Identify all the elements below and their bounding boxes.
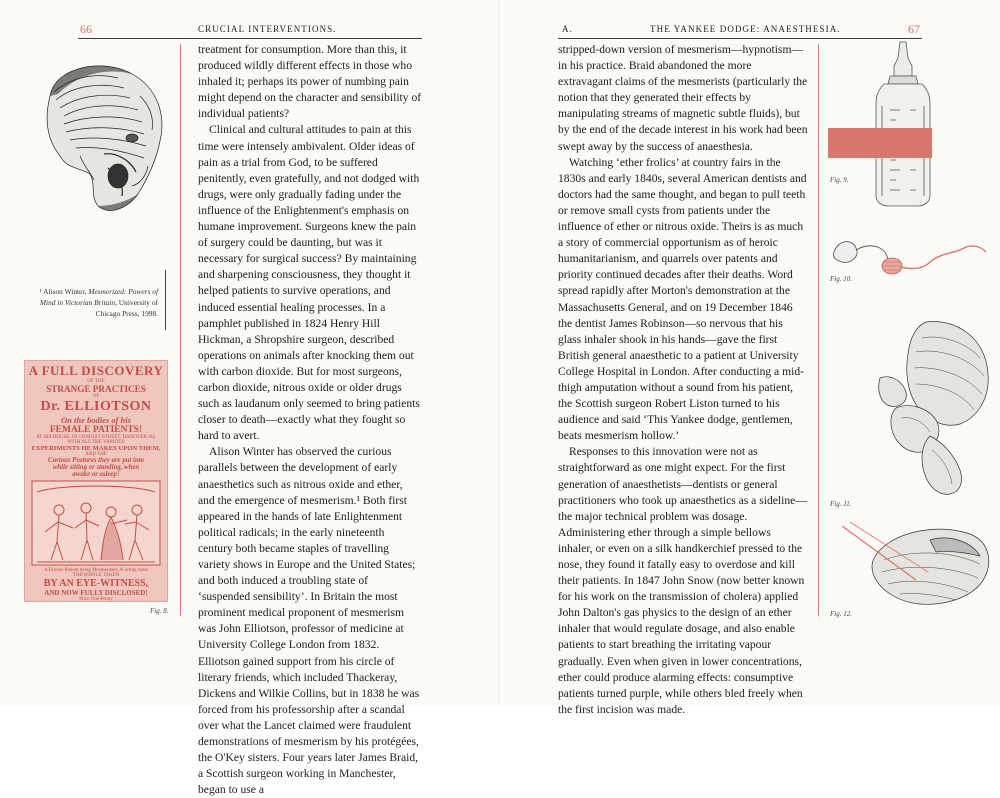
footnote-author: Alison Winter,: [43, 287, 89, 296]
poster-line: OF: [92, 394, 100, 399]
footnote: [24, 286, 158, 319]
patient-face-illustration: [840, 520, 996, 610]
paragraph: Watching ‘ether frolics’ at country fairs in the 1830s and early 1840s, several American dentists and doctors had the same thought, and began to pull teeth or remove small cysts from patients under the influence of ether or nitrous oxide. Theirs is as much a story of commercial opportunism as of heroic humanitarianism, and quarrels over patents and priority continued decades after their deaths. Word spread rapidly after Morton's demonstration at the Massachusetts General, and on 19 December 1846 the dentist James Robinson—so nervous that his glass inhaler shook in his hands—gave the first British general anaesthetic to a patient at University College Hospital in London. After conducting a mid-thigh amputation without a sound from his patient, the Scottish surgeon Robert Liston turned to his audience and said ‘This Yankee dodge, gentlemen, beats mesmerism hollow.’: [558, 155, 807, 443]
poster-line: EXPERIMENTS HE MAKES UPON THEM,: [31, 445, 161, 452]
footnote-bracket: [160, 270, 166, 330]
paragraph: stripped-down version of mesmerism—hypnotism—in his practice. Braid abandoned the more extravagant claims of the mesmerists (particularly the notion that they generated their effects by manipulating streams of magnetic subtle fluids), but by the end of the decade interest in his work had been swept away by the success of anaesthesia.: [558, 43, 808, 153]
poster-line: AND NOW FULLY DISCLOSED!: [44, 589, 148, 597]
poster-line: Price One Penny: [79, 597, 113, 602]
paragraph: Responses to this innovation were not as straightforward as one might expect. For the first generation of anaesthetists—dentists or general practitioners who took up anaesthetics as a sideline—the major technical problem was dosage. Administering ether through a simple bellows inhaler, or even on a silk handkerchief pressed to the nose, they found it fatally easy to overdose and kill their patients. In 1847 John Snow (now better known for his work on the transmission of cholera) applied John Dalton's gas physics to the design of an ether inhaler that would regulate dosage, and also enable patients to start breathing the irritating vapour gradually. Even when given in lower concentrations, ether could produce alarming effects: consumptive patients turned purple, while others bled freely when the first incision was made.: [558, 445, 807, 716]
poster-line: On the bodies of his: [61, 415, 131, 425]
left-running-head: CRUCIAL INTERVENTIONS.: [198, 24, 337, 34]
poster-line: BY AN EYE-WITNESS,: [43, 578, 149, 589]
poster-line: STRANGE PRACTICES: [46, 384, 146, 394]
poster-line: A Female Patient being Mesmerized, & acting upon: [44, 568, 148, 573]
right-page: [500, 0, 1000, 716]
left-header-rule: [78, 38, 422, 39]
fig12-caption: Fig. 12.: [830, 610, 852, 618]
red-accent-band: [828, 128, 932, 158]
right-running-head-section: A.: [562, 24, 573, 34]
poster-line: OF THE: [87, 379, 105, 384]
left-folio: 66: [80, 22, 92, 36]
paragraph: treatment for consumption. More than this, it produced wildly different effects in those who inhaled it; perhaps its power of numbing pain might depend on the character and sensibility of individual patients?: [198, 43, 422, 121]
right-folio: 67: [908, 22, 920, 36]
poster-line: AT HIS HOUSE, IN CONDUIT STREET, HANOVER SQ.: [36, 435, 156, 440]
paragraph: Clinical and cultural attitudes to pain at this time were intensely ambivalent. Older ideas of pain as a trial from God, to be suffered penitently, even gratefully, and not dodged with drugs, were only gradually fading under the influence of the Enlightenment's emphasis on humane improvement. Surgeons knew the pain of surgery could be daunting, but was it necessary for surgical success? By maintaining and sharpening consciousness, they thought it helped patients to survive operations, and induced essential healing processes. In a pamphlet published in 1824 Henry Hill Hickman, a Shropshire surgeon, described operations on animals after knocking them out with carbon dioxide. But for most surgeons, carbon dioxide, nitrous oxide or older drugs such as laudanum only seemed to bring patients closer to death—exactly what they fought so hard to avert.: [198, 123, 420, 443]
right-margin-red-rule: [818, 44, 819, 616]
fig9-caption: Fig. 9.: [830, 176, 849, 184]
left-body-text: [198, 42, 422, 798]
paragraph: Alison Winter has observed the curious parallels between the development of early anaesthetics such as nitrous oxide and ether, and the emergence of mesmerism.¹ Both first appeared in the hands of late Enlightenment political radicals; in the early nineteenth century both became staples of travelling variety shows in Europe and the United States; and both induced a troubling state of ‘suspended sensibility’. In Britain the most prominent medical proponent of mesmerism was John Elliotson, professor of medicine at University College London from 1832. Elliotson gained support from his circle of literary friends, which included Thackeray, Dickens and Wilkie Collins, but in 1838 he was forced from his professorship after a scandal over what the Lancet claimed were fraudulent demonstrations of mesmerism by his protégées, the O'Key sisters. Four years later James Braid, a Scottish surgeon working in Manchester, began to use a: [198, 445, 420, 797]
poster-line: A FULL DISCOVERY: [28, 363, 164, 378]
poster-line: Curious Postures they are put into: [47, 457, 145, 464]
poster-line: AND THE: [85, 452, 107, 457]
left-margin-red-rule: [180, 44, 181, 616]
poster-line: while sitting or standing, when: [52, 464, 140, 471]
fig11-caption: Fig. 11.: [830, 500, 852, 508]
fig8-caption: Fig. 8.: [150, 607, 169, 615]
head-engraving-illustration: [20, 56, 170, 218]
right-running-head: THE YANKEE DODGE: ANAESTHESIA.: [650, 24, 841, 34]
poster-line: awake or asleep!: [72, 471, 120, 478]
footnote-publisher: University of Chicago Press, 1998.: [95, 298, 158, 318]
poster-line: FEMALE PATIENTS!: [49, 425, 143, 435]
right-body-text: [558, 42, 808, 718]
inhaler-illustration: [830, 232, 990, 282]
right-header-rule: [558, 38, 922, 39]
poster-line: WITH ALL THE VARIOUS: [67, 440, 125, 445]
footnote-title: Mesmerized: Powers of Mind in Victorian Britain,: [39, 287, 158, 307]
elliotson-poster: [24, 360, 168, 602]
footnote-number: ¹: [39, 287, 44, 296]
poster-line: THE WHOLE TAKEN: [72, 573, 120, 578]
ether-bottle-illustration: [870, 40, 938, 210]
surgery-hands-illustration: [876, 318, 998, 498]
poster-line: Dr. ELLIOTSON: [40, 399, 152, 414]
left-page: [0, 0, 500, 797]
poster-woodcut-illustration: [31, 480, 161, 566]
fig10-caption: Fig. 10.: [830, 275, 852, 283]
